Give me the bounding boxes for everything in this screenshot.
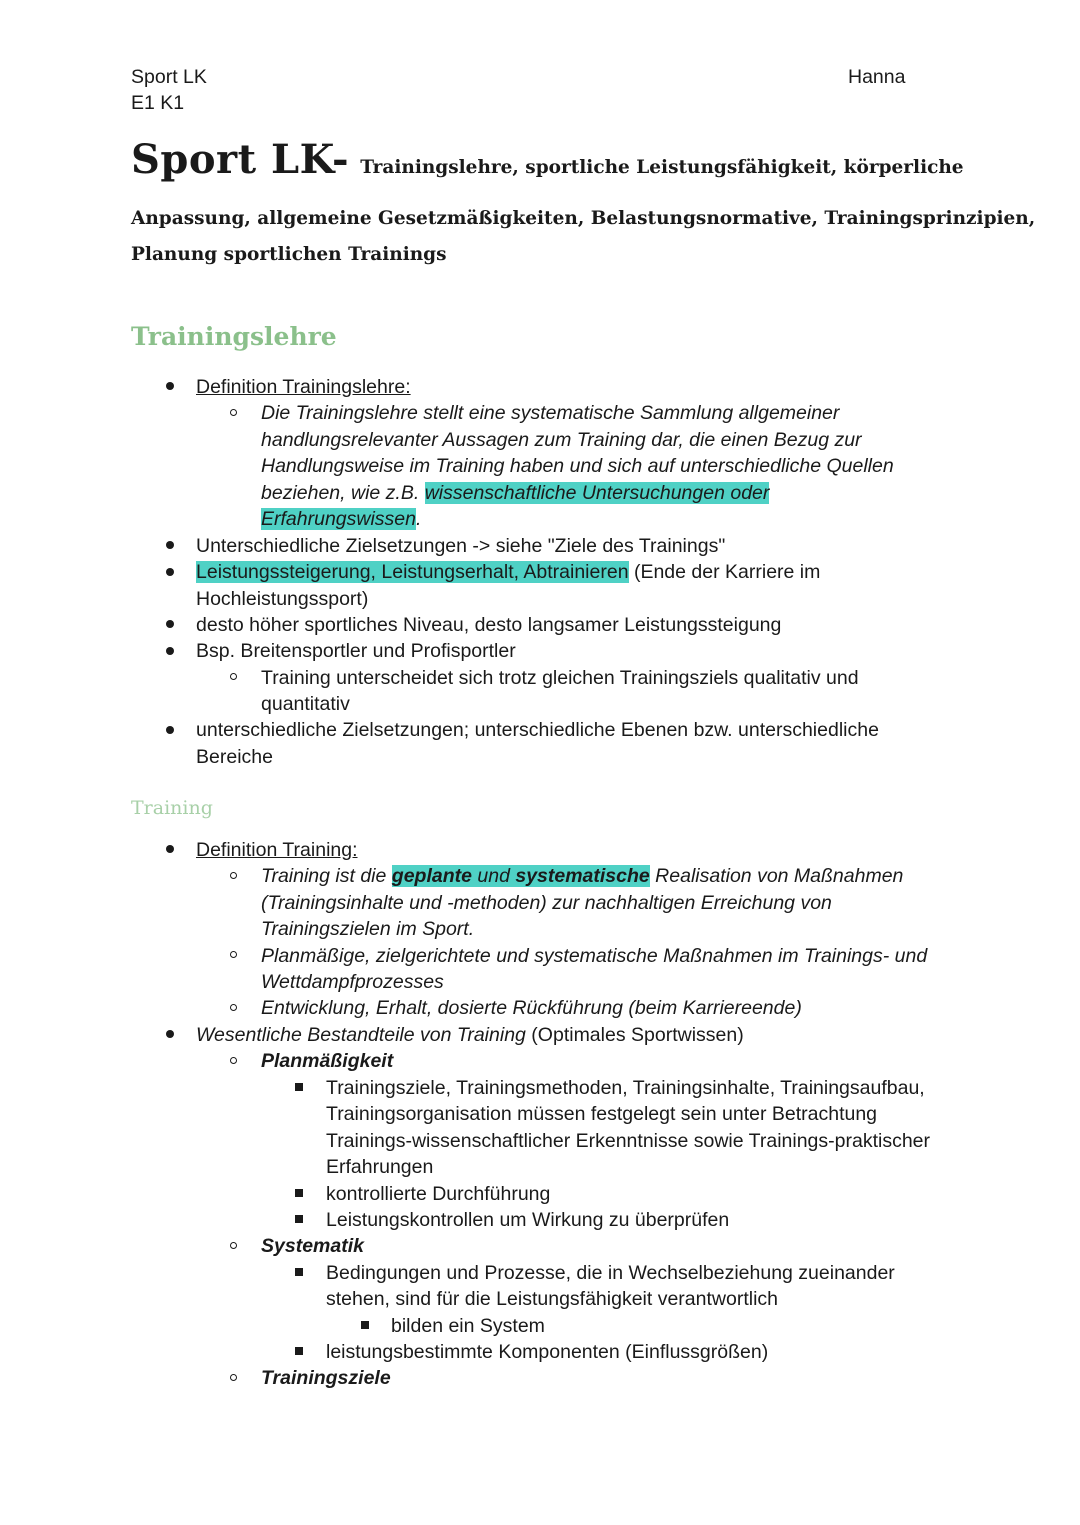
bullet-bestandteile <box>196 1022 744 1048</box>
square-bullet-icon <box>295 1083 303 1091</box>
circle-bullet-icon <box>230 951 237 958</box>
bullet-icon <box>166 568 174 576</box>
bullet-icon <box>166 1030 174 1038</box>
bullet-leistung-post: (Ende der Karriere im <box>628 561 821 583</box>
bullet-ebenen-line-2: Bereiche <box>196 746 273 768</box>
section-heading-trainingslehre: Trainingslehre <box>131 322 337 351</box>
trainingsziele-heading: Trainingsziele <box>261 1367 391 1389</box>
definition-text-line-5-post: . <box>416 508 422 530</box>
planm-item-1-line-3: Trainings-wissenschaftlicher Erkenntnisse sowie Trainings-praktischer <box>326 1130 931 1152</box>
highlight-wissenschaftliche: wissenschaftliche Untersuchungen oder <box>424 482 770 504</box>
circle-bullet-icon <box>230 1374 237 1381</box>
header-unit: E1 K1 <box>131 92 185 114</box>
highlight-leistungssteigerung: Leistungssteigerung, Leistungserhalt, Abtrainieren <box>196 561 629 583</box>
definition-text-line-4 <box>261 480 769 506</box>
title-main: Sport LK- <box>131 136 350 183</box>
document-title <box>131 136 964 183</box>
bullet-ebenen-line-1: unterschiedliche Zielsetzungen; unterschiedliche Ebenen bzw. unterschiedliche <box>196 719 879 741</box>
bullet-breitensportler: Bsp. Breitensportler und Profisportler <box>196 640 516 662</box>
bullet-icon <box>166 382 174 390</box>
square-bullet-icon <box>295 1347 303 1355</box>
highlight-systematische: systematische <box>515 865 650 887</box>
header-author: Hanna <box>848 66 906 88</box>
training-definition-line-3: Trainingszielen im Sport. <box>261 918 475 940</box>
title-subtitle-line-2: Anpassung, allgemeine Gesetzmäßigkeiten, Belastungsnormative, Trainingsprinzipien, <box>131 208 1036 229</box>
bullet-leistung <box>196 559 820 585</box>
title-subtitle-line-3: Planung sportlichen Trainings <box>131 244 447 265</box>
definition-text-line-5 <box>261 506 421 532</box>
header-course: Sport LK <box>131 66 207 88</box>
planmaessige-line-2: Wettdampfprozesses <box>261 971 444 993</box>
planm-item-1-line-4: Erfahrungen <box>326 1156 434 1178</box>
bestandteile-italic: Wesentliche Bestandteile von Training <box>196 1024 526 1046</box>
circle-bullet-icon <box>230 872 237 879</box>
systematik-item-1-line-1: Bedingungen und Prozesse, die in Wechselbeziehung zueinander <box>326 1262 895 1284</box>
planmaessigkeit-heading: Planmäßigkeit <box>261 1050 394 1072</box>
definition-text-line-3: Handlungsweise im Training haben und sich auf unterschiedliche Quellen <box>261 455 894 477</box>
planm-item-1-line-2: Trainingsorganisation müssen festgelegt sein unter Betrachtung <box>326 1103 878 1125</box>
circle-bullet-icon <box>230 1057 237 1064</box>
circle-bullet-icon <box>230 1004 237 1011</box>
bullet-niveau: desto höher sportliches Niveau, desto langsamer Leistungssteigung <box>196 614 782 636</box>
square-bullet-icon <box>361 1321 369 1329</box>
section-heading-training: Training <box>131 797 213 819</box>
sub-training-unterscheidet-line-1: Training unterscheidet sich trotz gleichen Trainingsziels qualitativ und <box>261 667 859 689</box>
training-definition-pre: Training ist die <box>261 865 392 887</box>
highlight-geplante-systematische <box>392 865 650 887</box>
highlight-geplante: geplante <box>391 865 472 887</box>
planm-item-2: kontrollierte Durchführung <box>326 1183 551 1205</box>
bullet-icon <box>166 726 174 734</box>
planm-item-3: Leistungskontrollen um Wirkung zu überprüfen <box>326 1209 730 1231</box>
bullet-icon <box>166 845 174 853</box>
square-bullet-icon <box>295 1215 303 1223</box>
systematik-heading: Systematik <box>261 1235 364 1257</box>
highlight-erfahrungswissen: Erfahrungswissen <box>261 508 416 530</box>
highlight-und: und <box>471 865 516 887</box>
sub-training-unterscheidet-line-2: quantitativ <box>261 693 350 715</box>
bestandteile-post: (Optimales Sportwissen) <box>525 1024 744 1046</box>
entwicklung-erhalt: Entwicklung, Erhalt, dosierte Rückführung (beim Karriereende) <box>261 997 802 1019</box>
square-bullet-icon <box>295 1268 303 1276</box>
definition-text-line-1: Die Trainingslehre stellt eine systematische Sammlung allgemeiner <box>261 402 840 424</box>
title-subtitle-line-1: Trainingslehre, sportliche Leistungsfähigkeit, körperliche <box>360 157 964 178</box>
definition-text-line-4-pre: beziehen, wie z.B. <box>261 482 425 504</box>
circle-bullet-icon <box>230 409 237 416</box>
definition-trainingslehre-label: Definition Trainingslehre: <box>196 376 411 398</box>
training-definition-line-2: (Trainingsinhalte und -methoden) zur nachhaltigen Erreichung von <box>261 892 832 914</box>
circle-bullet-icon <box>230 1242 237 1249</box>
bullet-zielsetzungen: Unterschiedliche Zielsetzungen -> siehe "Ziele des Trainings" <box>196 535 726 557</box>
definition-text-line-2: handlungsrelevanter Aussagen zum Training dar, die einen Bezug zur <box>261 429 862 451</box>
bullet-icon <box>166 647 174 655</box>
training-definition-post: Realisation von Maßnahmen <box>649 865 904 887</box>
systematik-subitem: bilden ein System <box>391 1315 545 1337</box>
square-bullet-icon <box>295 1189 303 1197</box>
planm-item-1-line-1: Trainingsziele, Trainingsmethoden, Trainingsinhalte, Trainingsaufbau, <box>326 1077 925 1099</box>
bullet-leistung-line-2: Hochleistungssport) <box>196 588 369 610</box>
definition-training-label: Definition Training: <box>196 839 358 861</box>
systematik-item-2: leistungsbestimmte Komponenten (Einflussgrößen) <box>326 1341 769 1363</box>
circle-bullet-icon <box>230 673 237 680</box>
training-definition-line-1 <box>261 863 903 889</box>
planmaessige-line-1: Planmäßige, zielgerichtete und systematische Maßnahmen im Trainings- und <box>261 945 928 967</box>
bullet-icon <box>166 541 174 549</box>
bullet-icon <box>166 620 174 628</box>
systematik-item-1-line-2: stehen, sind für die Leistungsfähigkeit verantwortlich <box>326 1288 779 1310</box>
